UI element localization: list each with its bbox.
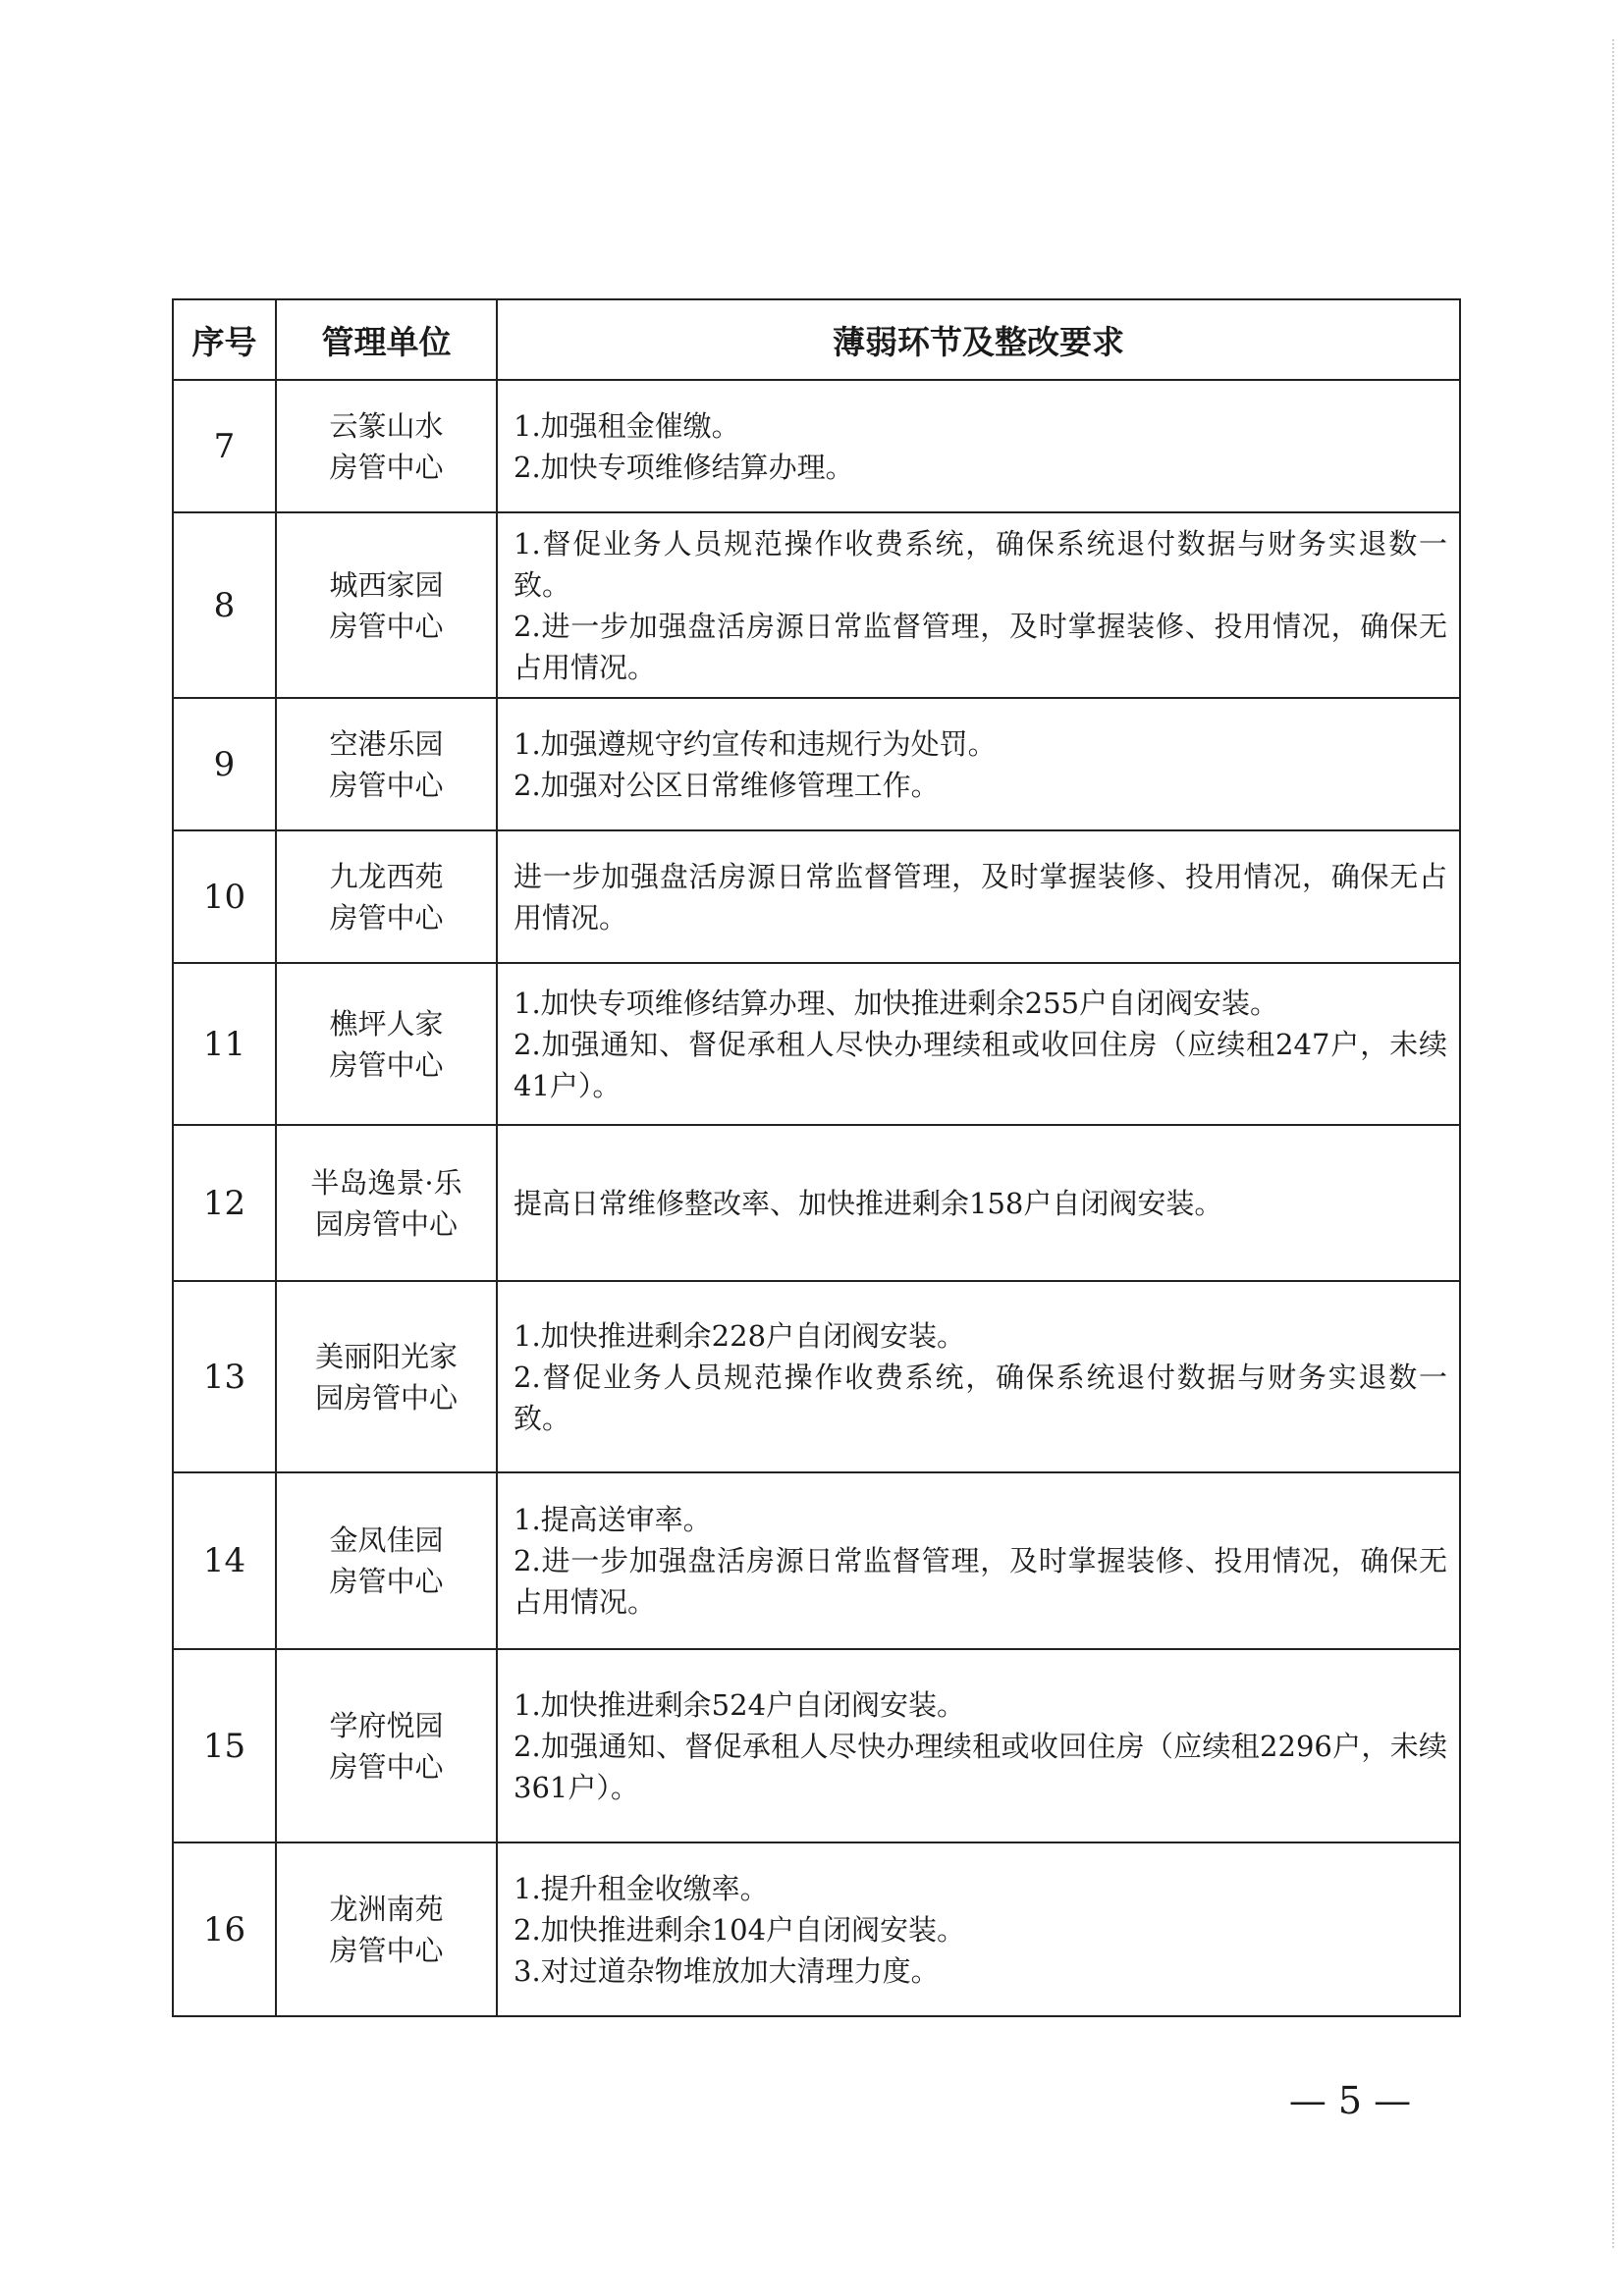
requirements — [497, 698, 1460, 830]
requirements — [497, 1842, 1460, 2016]
unit-line: 半岛逸景·乐 — [310, 1165, 462, 1200]
table-row — [173, 512, 1460, 698]
requirement-item: 提高日常维修整改率、加快推进剩余158户自闭阀安装。 — [514, 1186, 1223, 1220]
unit-line: 学府悦园 — [329, 1708, 444, 1742]
row-number: 11 — [173, 963, 276, 1125]
requirement-item: 1.提升租金收缴率。 — [514, 1871, 769, 1905]
table-row — [173, 1281, 1460, 1472]
management-unit — [276, 380, 497, 512]
requirement-item: 进一步加强盘活房源日常监督管理，及时掌握装修、投用情况，确保无占用情况。 — [514, 859, 1447, 934]
requirement-item: 3.对过道杂物堆放加大清理力度。 — [514, 1953, 940, 1988]
requirements — [497, 1649, 1460, 1842]
unit-line: 龙洲南苑 — [329, 1892, 444, 1926]
unit-line: 房管中心 — [329, 1047, 444, 1082]
header-requirements: 薄弱环节及整改要求 — [497, 299, 1460, 380]
requirements — [497, 1281, 1460, 1472]
management-unit — [276, 698, 497, 830]
requirement-item: 1.加强租金催缴。 — [514, 408, 740, 443]
requirement-item: 1.加快推进剩余524户自闭阀安装。 — [514, 1687, 966, 1722]
row-number: 13 — [173, 1281, 276, 1472]
management-unit — [276, 1649, 497, 1842]
management-unit — [276, 1842, 497, 2016]
requirement-item: 1.督促业务人员规范操作收费系统，确保系统退付数据与财务实退数一致。 — [514, 526, 1447, 602]
requirement-item: 2.加强通知、督促承租人尽快办理续租或收回住房（应续租247户，未续41户）。 — [514, 1027, 1447, 1102]
table-row — [173, 1472, 1460, 1649]
requirement-item: 1.加快推进剩余228户自闭阀安装。 — [514, 1318, 966, 1353]
table-row — [173, 963, 1460, 1125]
unit-line: 房管中心 — [329, 900, 444, 934]
requirements — [497, 830, 1460, 963]
management-unit — [276, 1281, 497, 1472]
row-number: 12 — [173, 1125, 276, 1281]
unit-line: 房管中心 — [329, 609, 444, 643]
unit-line: 房管中心 — [329, 1933, 444, 1967]
unit-line: 金凤佳园 — [329, 1523, 444, 1557]
row-number: 9 — [173, 698, 276, 830]
table-row — [173, 1125, 1460, 1281]
requirement-item: 2.进一步加强盘活房源日常监督管理，及时掌握装修、投用情况，确保无占用情况。 — [514, 609, 1447, 684]
unit-line: 房管中心 — [329, 768, 444, 802]
requirement-item: 2.进一步加强盘活房源日常监督管理，及时掌握装修、投用情况，确保无占用情况。 — [514, 1544, 1447, 1619]
management-unit — [276, 512, 497, 698]
management-unit — [276, 830, 497, 963]
row-number: 15 — [173, 1649, 276, 1842]
table-row — [173, 380, 1460, 512]
requirement-item: 1.提高送审率。 — [514, 1503, 712, 1536]
requirements — [497, 963, 1460, 1125]
requirements — [497, 1472, 1460, 1649]
unit-line: 美丽阳光家 — [314, 1339, 458, 1373]
scan-edge — [1610, 39, 1614, 2248]
requirement-item: 2.加强通知、督促承租人尽快办理续租或收回住房（应续租2296户，未续361户）。 — [514, 1729, 1447, 1804]
requirements — [497, 512, 1460, 698]
table-row — [173, 1649, 1460, 1842]
requirement-item: 2.督促业务人员规范操作收费系统，确保系统退付数据与财务实退数一致。 — [514, 1360, 1447, 1435]
requirements — [497, 380, 1460, 512]
header-unit: 管理单位 — [276, 299, 497, 380]
management-unit — [276, 1125, 497, 1281]
requirement-item: 2.加快专项维修结算办理。 — [514, 450, 854, 484]
row-number: 8 — [173, 512, 276, 698]
row-number: 7 — [173, 380, 276, 512]
requirement-item: 1.加快专项维修结算办理、加快推进剩余255户自闭阀安装。 — [514, 986, 1279, 1020]
rectification-table — [172, 298, 1461, 2017]
unit-line: 九龙西苑 — [329, 859, 444, 893]
management-unit — [276, 963, 497, 1125]
requirement-item: 2.加强对公区日常维修管理工作。 — [514, 768, 940, 802]
requirement-item: 1.加强遵规守约宣传和违规行为处罚。 — [514, 726, 997, 761]
unit-line: 云篆山水 — [329, 408, 444, 443]
unit-line: 房管中心 — [329, 1565, 444, 1598]
page-number: — 5 — — [1288, 2079, 1412, 2122]
table-header-row — [173, 299, 1460, 380]
table-row — [173, 830, 1460, 963]
requirement-item: 2.加快推进剩余104户自闭阀安装。 — [514, 1912, 966, 1947]
unit-line: 城西家园 — [329, 567, 444, 602]
unit-line: 房管中心 — [329, 450, 444, 484]
unit-line: 空港乐园 — [329, 726, 444, 761]
requirements — [497, 1125, 1460, 1281]
row-number: 10 — [173, 830, 276, 963]
management-unit — [276, 1472, 497, 1649]
unit-line: 房管中心 — [329, 1749, 444, 1784]
unit-line: 樵坪人家 — [329, 1006, 444, 1041]
unit-line: 园房管中心 — [314, 1206, 458, 1241]
table-row — [173, 698, 1460, 830]
row-number: 14 — [173, 1472, 276, 1649]
header-no: 序号 — [173, 299, 276, 380]
unit-line: 园房管中心 — [314, 1380, 458, 1415]
table-row — [173, 1842, 1460, 2016]
row-number: 16 — [173, 1842, 276, 2016]
